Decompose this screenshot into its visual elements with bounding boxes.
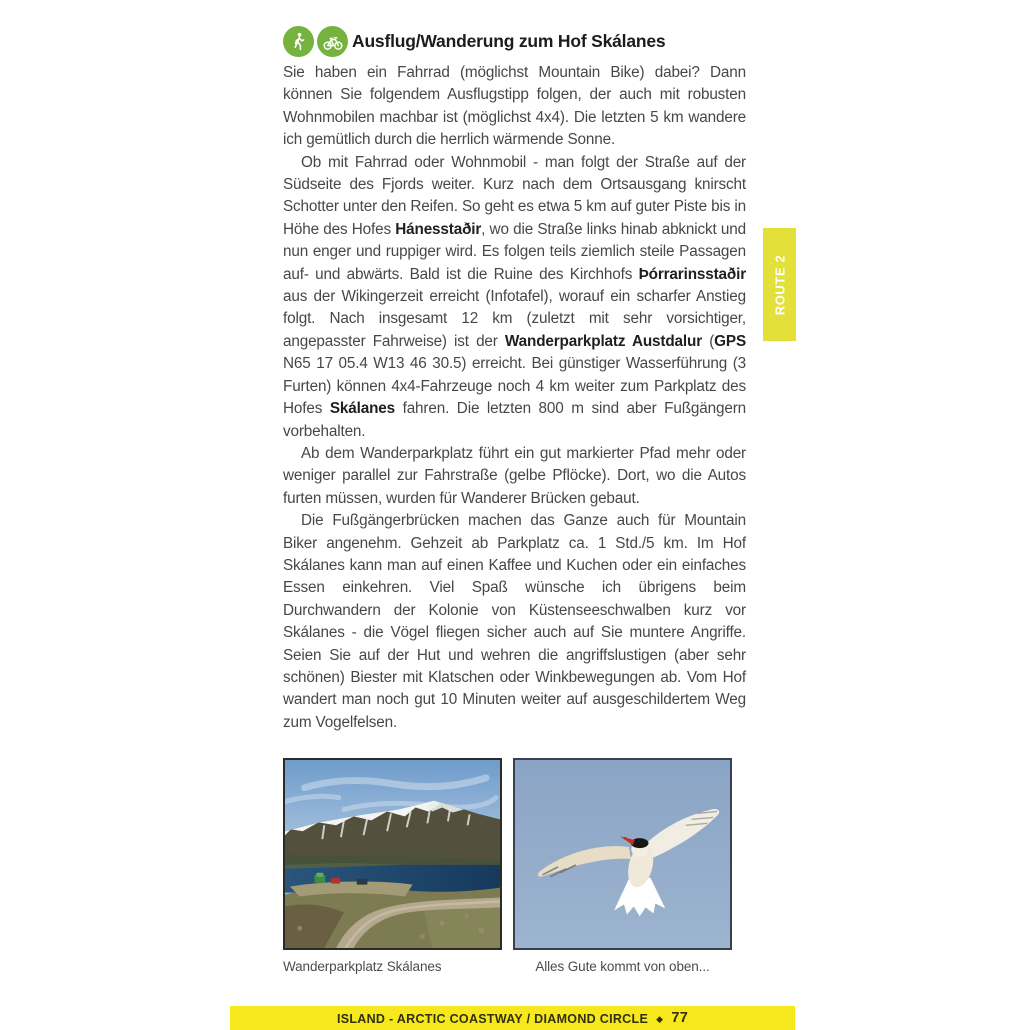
arctic-tern-photo — [513, 758, 732, 950]
article-body — [283, 62, 746, 734]
route-tab-label: ROUTE 2 — [772, 254, 787, 315]
hiker-icon — [283, 26, 314, 57]
paragraph: Sie haben ein Fahrrad (möglichst Mountain Bike) dabei? Dann können Sie folgendem Ausflugstipp folgen, der auch mit robusten Wohnmobilen machbar ist (möglichst 4x4). Die letzten 5 km wandere ich gemütlich durch die herrlich wärmende Sonne. — [283, 64, 746, 149]
photo-caption-right: Alles Gute kommt von oben... — [535, 959, 710, 974]
footer-separator-icon: ◆ — [656, 1014, 664, 1024]
paragraph: Die Fußgängerbrücken machen das Ganze auch für Mountain Biker angenehm. Gehzeit ab Parkplatz ca. 1 Std./5 km. Im Hof Skálanes kann man auf einen Kaffee und Kuchen oder ein einfaches Essen einkehren. Viel Spaß wünsche ich übrigens beim Durchwandern der Kolonie von Küstenseeschwalben kurz vor Skálanes - die Vögel fliegen sicher auch auf Sie muntere Angriffe. Seien Sie auf der Hut und wehren die angriffslustigen (aber sehr schönen) Biester mit Klatschen oder Winkbewegungen ab. Vom Hof wandert man noch gut 10 Minuten weiter auf ausgeschildertem Weg zum Vogelfelsen. — [283, 512, 746, 731]
bike-icon — [317, 26, 348, 57]
route-tab — [763, 228, 796, 341]
page-title: Ausflug/Wanderung zum Hof Skálanes — [352, 31, 666, 51]
page-number: 77 — [671, 1010, 689, 1026]
footer-title: ISLAND - ARCTIC COASTWAY / DIAMOND CIRCLE — [336, 1012, 649, 1026]
paragraph: Ob mit Fahrrad oder Wohnmobil - man folgt der Straße auf der Südseite des Fjords weiter. Kurz nach dem Ortsausgang knirscht Schotter unter den Reifen. So geht es etwa 5 km auf guter Piste bis in Höhe des Hofes Hánesstaðir, wo die Straße links hinab abknickt und nun enger und ruppiger wird. Es folgen teils ziemlich steile Passagen auf- und abwärts. Bald ist die Ruine des Kirchhofs Þórrarinsstaðir aus der Wikingerzeit erreicht (Infotafel), worauf ein scharfer Anstieg folgt. Nach insgesamt 12 km (zuletzt mit sehr vorsichtiger, angepasster Fahrweise) ist der Wanderparkplatz Austdalur (GPS N65 17 05.4 W13 46 30.5) erreicht. Bei günstiger Wasserführung (3 Furten) können 4x4-Fahrzeuge noch 4 km weiter zum Parkplatz des Hofes Skálanes fahren. Die letzten 800 m sind aber Fußgängern vorbehalten. — [283, 153, 747, 440]
fjord-parking-photo — [283, 758, 502, 950]
paragraph: Ab dem Wanderparkplatz führt ein gut markierter Pfad mehr oder weniger parallel zur Fahrstraße (gelbe Pflöcke). Dort, wo die Autos furten müssen, wurden für Wanderer Brücken gebaut. — [283, 444, 746, 507]
footer-bar — [230, 1006, 795, 1030]
activity-icons — [283, 26, 348, 57]
photo-caption-left: Wanderparkplatz Skálanes — [283, 959, 442, 974]
